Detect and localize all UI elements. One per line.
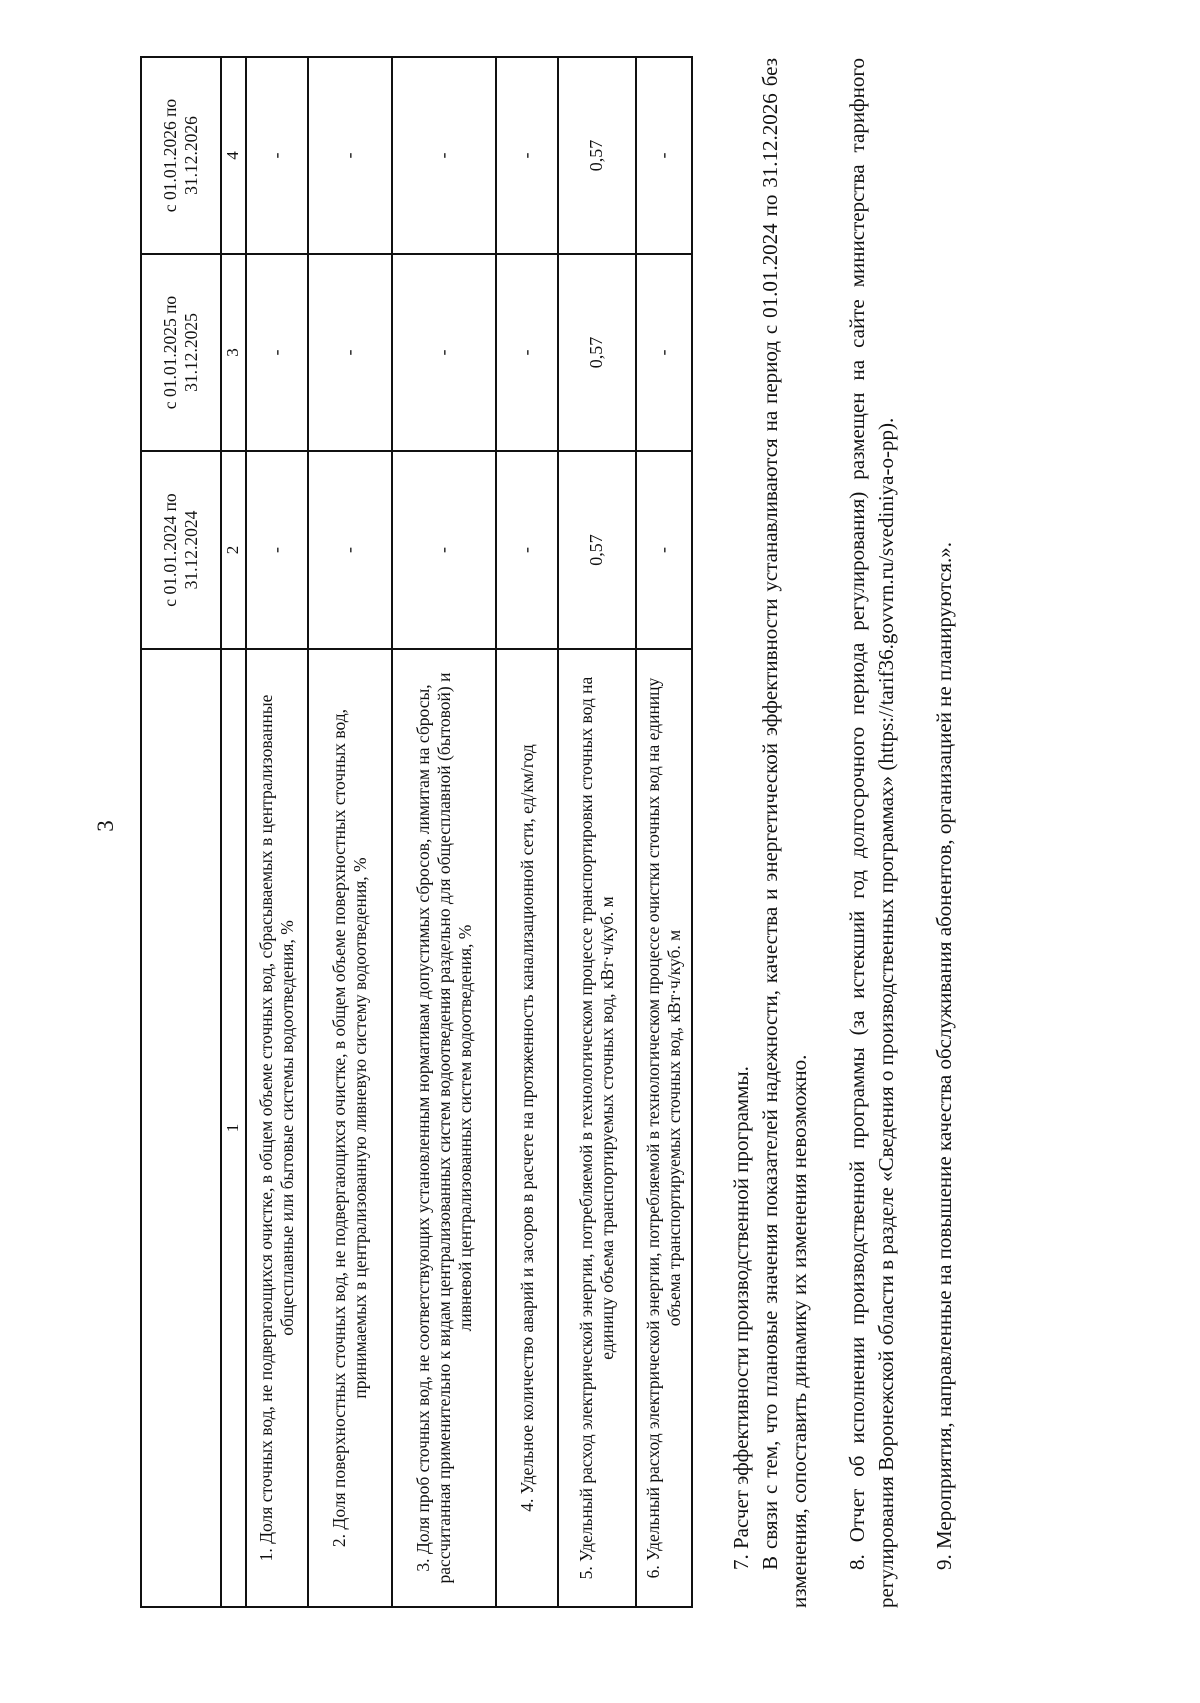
- value-cell: -: [392, 254, 496, 451]
- header-2024: с 01.01.2024 по 31.12.2024: [141, 451, 221, 649]
- indicator-cell: 5. Удельный расход электрической энергии, потребляемой в технологическом процессе транспортировки сточных вод на единицу объема транспортируемых сточных вод, кВт·ч/куб. м: [558, 649, 636, 1607]
- value-cell: -: [246, 254, 308, 451]
- section-7-text: В связи с тем, что плановые значения показателей надежности, качества и энергетической эффективности устанавливаются на период с 01.01.2024 по 31.12.2026 без изменения, сопоставить динамику их изменения невозможно.: [758, 58, 811, 1608]
- column-number-row: [221, 57, 246, 1607]
- value-cell: -: [496, 254, 558, 451]
- section-8-text: 8. Отчет об исполнении производственной программы (за истекший год долгосрочного периода регулирования) размещен на сайте министерства тарифного регулирования Воронежской области в разделе «Сведения о производственных программах» (https://tarif36.govvrn.ru/svediniya-o-pp).: [845, 58, 898, 1608]
- value-cell: -: [246, 451, 308, 649]
- section-7-title: 7. Расчет эффективности производственной программы.: [729, 1066, 753, 1570]
- table-row: [392, 57, 496, 1607]
- page-number: 3: [93, 820, 118, 832]
- value-cell: 0,57: [558, 57, 636, 254]
- table-row: [636, 57, 692, 1607]
- value-cell: 0,57: [558, 254, 636, 451]
- value-cell: -: [636, 57, 692, 254]
- indicator-cell: 6. Удельный расход электрической энергии, потребляемой в технологическом процессе очистки сточных вод на единицу объема транспортируемых сточных вод, кВт·ч/куб. м: [636, 649, 692, 1607]
- table-row: [558, 57, 636, 1607]
- table-header-row: [141, 57, 221, 1607]
- value-cell: -: [392, 57, 496, 254]
- value-cell: -: [246, 57, 308, 254]
- rotated-document-body: [140, 58, 1040, 1608]
- value-cell: -: [636, 254, 692, 451]
- value-cell: -: [496, 451, 558, 649]
- value-cell: -: [636, 451, 692, 649]
- table-row: [496, 57, 558, 1607]
- indicator-cell: 3. Доля проб сточных вод, не соответствующих установленным нормативам допустимых сбросов, лимитам на сбросы, рассчитанная применительно к видам централизованных систем водоотведения раздельно для общесплавной (бытовой) и ливневой централизованных систем водоотведения, %: [392, 649, 496, 1607]
- column-number: 3: [221, 254, 246, 451]
- indicators-table: [140, 56, 693, 1608]
- value-cell: 0,57: [558, 451, 636, 649]
- indicator-cell: 1. Доля сточных вод, не подвергающихся очистке, в общем объеме сточных вод, сбрасываемых в централизованные общесплавные или бытовые системы водоотведения, %: [246, 649, 308, 1607]
- table-row: [246, 57, 308, 1607]
- value-cell: -: [308, 254, 392, 451]
- header-2025: с 01.01.2025 по 31.12.2025: [141, 254, 221, 451]
- column-number: 2: [221, 451, 246, 649]
- header-2026: с 01.01.2026 по 31.12.2026: [141, 57, 221, 254]
- header-indicator: [141, 649, 221, 1607]
- column-number: 1: [221, 649, 246, 1607]
- section-9-text: 9. Мероприятия, направленные на повышение качества обслуживания абонентов, организацией не планируются.».: [932, 541, 956, 1570]
- value-cell: -: [308, 57, 392, 254]
- indicator-cell: 2. Доля поверхностных сточных вод, не подвергающихся очистке, в общем объеме поверхностных сточных вод, принимаемых в централизованную ливневую систему водоотведения, %: [308, 649, 392, 1607]
- value-cell: -: [308, 451, 392, 649]
- value-cell: -: [392, 451, 496, 649]
- column-number: 4: [221, 57, 246, 254]
- table-row: [308, 57, 392, 1607]
- indicator-cell: 4. Удельное количество аварий и засоров в расчете на протяженность канализационной сети, ед/км/год: [496, 649, 558, 1607]
- value-cell: -: [496, 57, 558, 254]
